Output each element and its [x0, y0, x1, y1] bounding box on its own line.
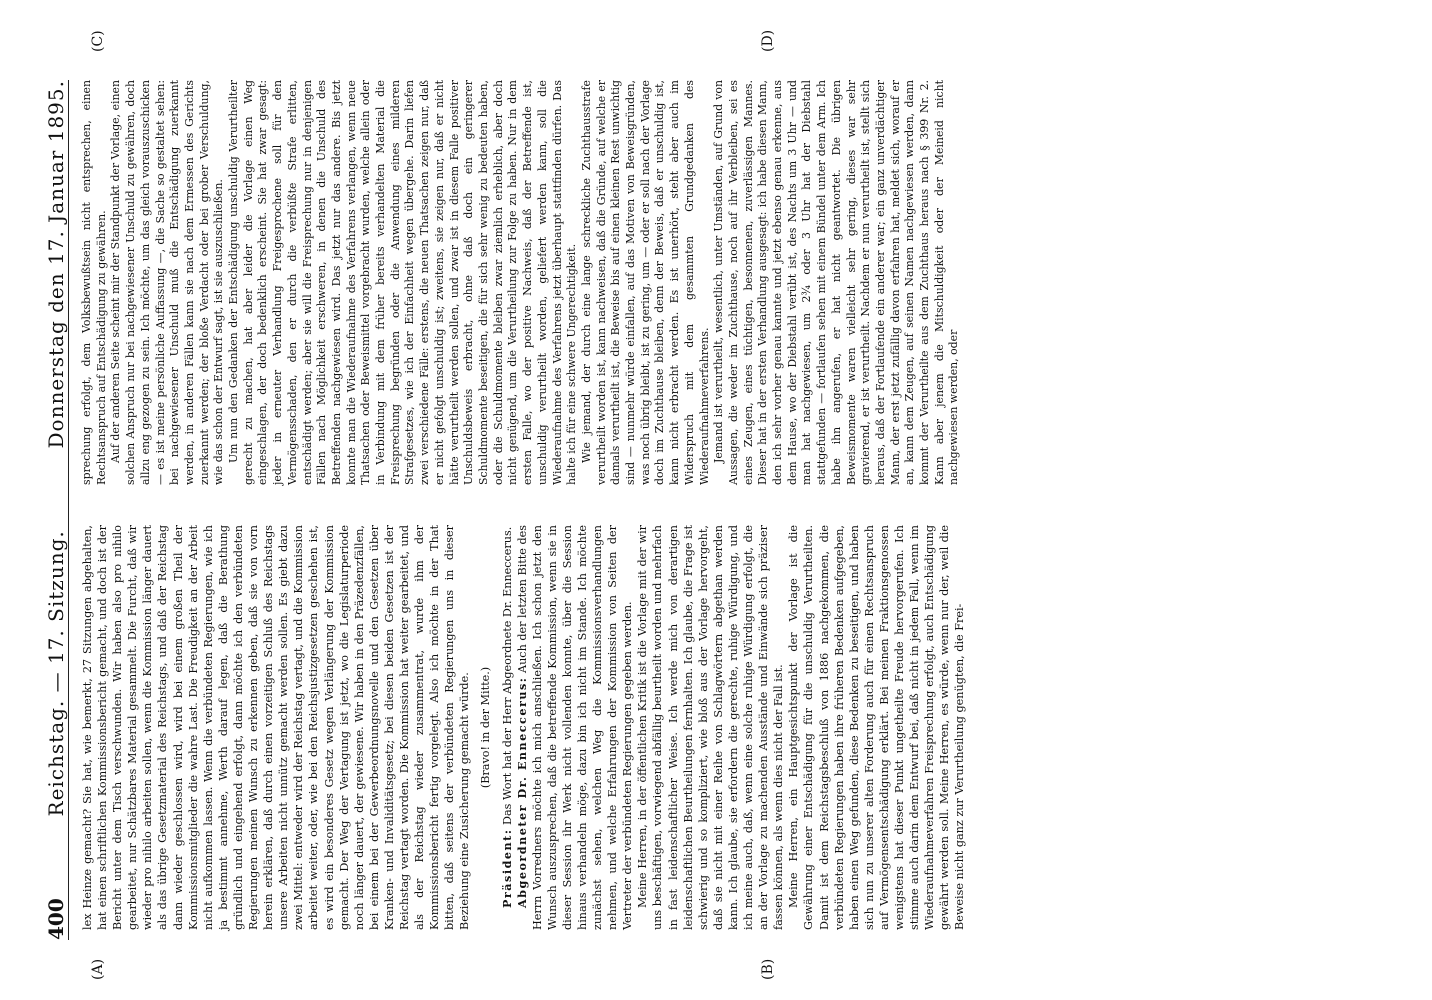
interjection: (Bravo! in der Mitte.): [479, 666, 493, 789]
margin-marker-a: (A): [90, 958, 106, 980]
right-column: [80, 80, 962, 485]
session-date: Donnerstag den 17. Januar 1895.: [44, 80, 68, 449]
paragraph: Meine Herren, ein Hauptgesichtspunkt der Vorlage ist die Gewährung einer Entschädigung für die unschuldig Verurtheilten. Damit ist dem Reichstagsbeschluß von 1886 nachgekommen, die verbündeten Regierungen haben ihre früheren Bedenken aufgegeben, haben einen Weg gefunden, diese Bedenken zu beseitigen, und haben sich nun zu unserer alten Forderung auch für einen Rechtsanspruch auf Vermögensentschädigung erklärt. Bei meinen Fraktionsgenossen wenigstens hat dieser Punkt ungetheilte Freude hervorgerufen. Ich stimme auch darin dem Entwurf bei, daß nicht in jedem Fall, wenn im Wiederaufnahmeverfahren Freisprechung erfolgt, auch Entschädigung gewährt werden soll. Meine Herren, es würde, wenn nur der, weil die Beweise nicht ganz zur Verurtheilung genügten, die Frei-: [787, 525, 967, 930]
margin-marker-d: (D): [760, 29, 776, 52]
session-title: Reichstag. — 17. Sitzung.: [44, 530, 68, 817]
margin-marker-b: (B): [760, 958, 776, 980]
paragraph: Auch der letzten Bitte des Herrn Vorredners möchte ich mich anschließen. Ich schon jetzt den Wunsch auszusprechen, daß die betreffende Kommission, wenn sie in dieser Session ihr Werk nicht vollenden konnte, über die Session hinaus verhandeln möge, dazu bin ich nicht im Stande. Ich möchte zunächst sehen, welchen Weg die Kommissionsverhandlungen nehmen, und welche Erfahrungen der Kommission von Seiten der Vertreter der verbündeten Regierungen gegeben werden.: [515, 525, 635, 930]
paragraph: Jemand ist verurtheilt, wesentlich, unter Umständen, auf Grund von Aussagen, die weder im Zuchthause, noch auf ihr Verbleiben, sei es eines Zeugen, eines tüchtigen, besonnenen, zuverlässigen Mannes. Dieser hat in der ersten Verhandlung ausgesagt: ich habe diesen Mann, den ich sehr vorher genau kannte und jetzt ebenso genau erkenne, aus dem Hause, wo der Diebstahl verübt ist, des Nachts um 3 Uhr — und man hat nachgewiesen, um 2¾ oder 3 Uhr hat der Diebstahl stattgefunden — fortlaufen sehen mit einem Bündel unter dem Arm. Ich habe ihn angerufen, er hat nicht geantwortet. Die übrigen Beweismomente waren vielleicht sehr gering, dieses war sehr gravierend, er ist verurtheilt. Nachdem er nun verurtheilt ist, stellt sich heraus, daß der Fortlaufende ein anderer war; ein ganz unverdächtiger Mann, der erst jetzt zufällig davon erfahren hat, meldet sich, worauf er an, kann dem Zeugen, auf seinen Namen nachgewiesen werden, dann kommt der Verurtheilte aus dem Zuchthaus heraus nach § 399 Nr. 2. Kann aber jenem die Mitschuldigkeit oder der Meineid nicht nachgewiesen werden, oder: [712, 80, 961, 485]
paragraph: sprechung erfolgt, dem Volksbewußtsein nicht entsprechen, einen Rechtsanspruch auf Entschädigung zu gewähren.: [80, 80, 108, 485]
margin-marker-c: (C): [90, 30, 106, 52]
paragraph: Meine Herren, in der öffentlichen Kritik ist die Vorlage mit der wir uns beschäftigen, vorwiegend abfällig beurtheilt worden und mehrfach in fast leidenschaftlicher Weise. Ich werde mich von derartigen leidenschaftlichen Beurtheilungen fernhalten. Ich glaube, die Frage ist schwierig und so kompliziert, wie bloß aus der Vorlage hervorgeht, daß sie nicht mit einer Reihe von Schlagwörtern abgethan werden kann. Ich glaube, sie erfordern die gerechte, ruhige Würdigung, und ich meine auch, daß, wenn eine solche ruhige Würdigung erfolgt, die an der Vorlage zu machenden Ausstände und Einwände sich präziser fassen können, als wenn dies nicht der Fall ist.: [636, 525, 786, 930]
page-number: 400: [44, 898, 68, 940]
speaker-name: Präsident:: [499, 828, 514, 908]
paragraph: Das Wort hat der Herr Abgeordnete Dr. Enneccerus.: [500, 526, 514, 825]
page-header: [28, 80, 69, 940]
paragraph: lex Heinze gemacht? Sie hat, wie bemerkt, 27 Sitzungen abgehalten, hat einen schriftlichen Kommissionsbericht gemacht, und doch ist der Bericht unter dem Tisch verschwunden. Wir haben also pro nihilo gearbeitet, nur Schätzbares Material gesammelt. Die Furcht, daß wir wieder pro nihilo arbeiten sollen, wenn die Kommission länger dauert als das übrige Gesetzmaterial des Reichstags, und daß der Reichstag dann wieder geschlossen wird, wird bei einem großen Theil der Kommissionsmitglieder die wahre Last. Die Freudigkeit an der Arbeit nicht aufkommen lassen. Wenn die verbündeten Regierungen, wie ich ja bestimmt annehme, Werth darauf legen, daß die Berathung gründlich und eingehend erfolgt, dann möchte ich den verbündeten Regierungen meinen Wunsch zu erkennen geben, daß sie von vorn herein erklären, daß durch einen vorzeitigen Schluß des Reichstags unsere Arbeiten nicht unnütz gemacht werden sollen. Es giebt dazu zwei Mittel: entweder wird der Reichstag vertagt, und die Kommission arbeitet weiter, oder, wie bei den Reichsjustizgesetzen geschehen ist, es wird ein besonderes Gesetz wegen Verlängerung der Kommission gemacht. Der Weg der Vertagung ist jetzt, wo die Legislaturperiode noch länger dauert, der gewiesene. Wir haben in den Präzedenzfällen, bei einem bei der Gewerbeordnungsnovelle und den Gesetzen über Kranken- und Invaliditätsgesetz; bei diesen beiden Gesetzen ist der Reichstag vertagt worden. Die Kommission hat weiter gearbeitet, und als der Reichstag wieder zusammentrat, wurde ihm der Kommissionsbericht fertig vorgelegt. Also ich möchte in der That bitten, daß seitens der verbündeten Regierungen uns in dieser Beziehung eine Zusicherung gemacht würde.: [81, 525, 472, 930]
digitization-credit: [1410, 270, 1430, 990]
paragraph: Auf der anderen Seite scheint mir der Standpunkt der Vorlage, einen solchen Anspruch nur bei nachgewiesener Unschuld zu gewähren, doch allzu eng gezogen zu sein. Ich möchte, um das gleich vorauszuschicken — es ist meine persönliche Auffassung —, die Sache so gestaltet sehen: bei nachgewiesener Unschuld muß die Entschädigung zuerkannt werden, in anderen Fällen kann sie nach dem Ermessen des Gerichts zuerkannt werden; der bloße Verdacht oder bei grober Verschuldung, wie das schon der Entwurf sagt, ist sie auszuschließen.: [109, 80, 226, 485]
speaker-name: Abgeordneter Dr. Enneccerus:: [514, 676, 529, 908]
paragraph: Wie jemand, der durch eine lange schreckliche Zuchthausstrafe verurtheilt worden ist, kann nachweisen, daß die Gründe, auf welche er damals verurtheilt ist, die Beweise bis auf einen kleinen Rest unwichtig sind — nunmehr würde einfallen, auf das Motiven von Beweisgründen, was noch übrig bleibt, ist zu gering, um — oder er soll nach der Vorlage doch im Zuchthause bleiben, denn der Beweis, daß er unschuldig ist, kann nicht erbracht werden. Es ist unerhört, steht aber auch im Widerspruch mit dem gesammten Grundgedanken des Wiederaufnahmeverfahrens.: [579, 80, 711, 485]
paragraph: Um nun den Gedanken der Entschädigung unschuldig Verurtheilter gerecht zu machen, hat aber leider die Vorlage einen Weg eingeschlagen, der doch bedenklich erscheint. Sie hat zwar gesagt: jeder in erneuter Verhandlung Freigesprochene soll für den Vermögensschaden, den er durch die verbüßte Strafe erlitten, entschädigt werden; aber sie will die Freisprechung nur in denjenigen Fällen nach Möglichkeit erschweren, in denen die Unschuld des Betreffenden nachgewiesen wird. Das jetzt nur das andere. Bis jetzt konnte man die Wiederaufnahme des Verfahrens verlangen, wenn neue Thatsachen oder Beweismittel vorgebracht wurden, welche allein oder in Verbindung mit dem früher bereits verhandelten Material die Freisprechung begründen oder die Anwendung eines milderen Strafgesetzes, wie ich der Einfachheit wegen übergehe. Darin liefen zwei verschiedene Fälle: erstens, die neuen Thatsachen zeigen nur, daß er nicht gefolgt unschuldig ist; zweitens, sie zeigen nur, daß er nicht hätte verurtheilt werden sollen, und zwar ist in diesem Falle positiver Unschuldsbeweis erbracht, ohne daß doch ein geringerer Schuldmomente beseitigen, die für sich sehr wenig zu bedeuten haben, oder die Schuldmomente bleiben zwar ziemlich erheblich, aber doch nicht genügend, um die Verurtheilung zur Folge zu haben. Nur in dem ersten Falle, wo der positive Nachweis, daß der Betreffende ist, unschuldig verurtheilt worden, geliefert werden kann, soll die Wiederaufnahme des Verfahrens jetzt überhaupt stattfinden dürfen. Das halte ich für eine schwere Ungerechtigkeit.: [227, 80, 579, 485]
left-column: [80, 525, 967, 930]
